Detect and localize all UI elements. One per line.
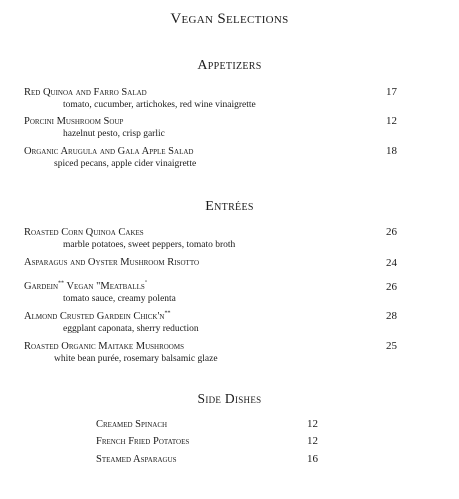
entree-item (24, 256, 404, 269)
item-name-part: Almond Crusted Gardein Chick'n (24, 311, 165, 322)
item-price: 18 (386, 145, 397, 157)
item-price: 12 (386, 115, 397, 127)
entrees-heading: Entrées (205, 199, 254, 214)
item-price: 25 (386, 340, 397, 352)
item-price: 24 (386, 257, 397, 269)
entree-item (24, 226, 404, 252)
item-price: 28 (386, 310, 397, 322)
side-item-name: French Fried Potatoes (96, 436, 190, 447)
item-description: marble potatoes, sweet peppers, tomato broth (63, 240, 236, 250)
item-price: 17 (386, 86, 397, 98)
side-item-name: Creamed Spinach (96, 419, 168, 430)
appetizer-item (24, 86, 404, 112)
item-name: Red Quinoa and Farro Salad (24, 87, 147, 98)
item-description: tomato sauce, creamy polenta (63, 294, 176, 304)
side-item-price: 16 (307, 453, 318, 465)
item-description: tomato, cucumber, artichokes, red wine vinaigrette (63, 100, 256, 110)
footnote-mark: ** (164, 310, 171, 317)
item-description: eggplant caponata, sherry reduction (63, 324, 199, 334)
item-price: 26 (386, 226, 397, 238)
appetizer-item (24, 115, 404, 141)
side-item-price: 12 (307, 418, 318, 430)
footnote-mark: ** (58, 280, 65, 287)
item-name: Roasted Organic Maitake Mushrooms (24, 341, 184, 352)
item-description: spiced pecans, apple cider vinaigrette (54, 159, 197, 169)
item-name-part: Gardein (24, 281, 59, 292)
appetizer-item (24, 145, 404, 171)
item-name: Organic Arugula and Gala Apple Salad (24, 146, 194, 157)
entree-item (24, 280, 404, 306)
item-description: white bean purée, rosemary balsamic glaze (54, 354, 218, 364)
entree-item (24, 340, 404, 366)
item-name (24, 310, 404, 323)
appetizers-heading: Appetizers (197, 58, 262, 73)
item-description: hazelnut pesto, crisp garlic (63, 129, 165, 139)
footnote-mark: " (144, 280, 148, 287)
item-name: Asparagus and Oyster Mushroom Risotto (24, 257, 200, 268)
item-name: Roasted Corn Quinoa Cakes (24, 227, 144, 238)
menu-title: Vegan Selections (170, 11, 289, 27)
item-price: 26 (386, 281, 397, 293)
side-item-name: Steamed Asparagus (96, 454, 177, 465)
item-name (24, 280, 404, 293)
item-name-part: Vegan "Meatballs (64, 281, 145, 292)
entree-item (24, 310, 404, 336)
item-name: Porcini Mushroom Soup (24, 116, 124, 127)
sides-heading: Side Dishes (197, 391, 262, 406)
side-item-price: 12 (307, 435, 318, 447)
